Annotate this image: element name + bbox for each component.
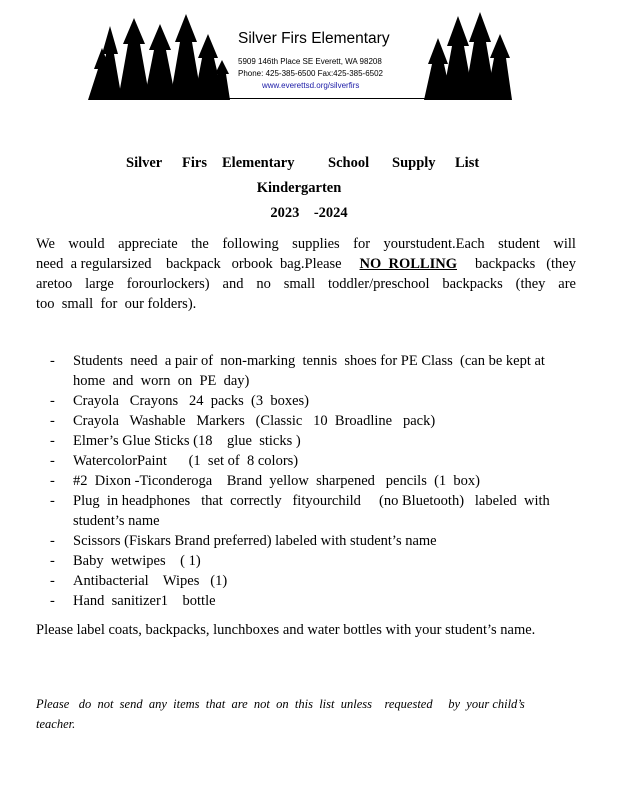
list-item: - Crayola Crayons 24 packs (3 boxes) — [50, 393, 309, 409]
grade-heading: Kindergarten — [256, 180, 342, 196]
list-item: - Crayola Washable Markers (Classic 10 Broadline pack) — [50, 413, 436, 429]
list-item: - Plug in headphones that correctly fityourchild (no Bluetooth) labeled with student’s name — [50, 493, 554, 529]
no-rolling-emphasis: NO ROLLING — [359, 256, 458, 272]
intro-line: need a regularsized backpack orbook bag.Please NO ROLLING backpacks (they — [36, 256, 576, 272]
school-website-link[interactable]: www.everettsd.org/silverfirs — [262, 81, 360, 90]
title-word: Supply — [392, 155, 436, 171]
intro-line: We would appreciate the following supplies for yourstudent.Each student will — [36, 236, 576, 252]
label-reminder: Please label coats, backpacks, lunchboxes and water bottles with your student’s name. — [36, 622, 536, 638]
intro-line: aretoo large forourlockers) and no small toddler/preschool backpacks (they are — [36, 276, 576, 292]
pine-trees-icon — [424, 12, 512, 100]
list-item: - Antibacterial Wipes (1) — [50, 573, 228, 589]
supply-list — [50, 351, 580, 611]
list-item: - Students need a pair of non-marking tennis shoes for PE Class (can be kept at home and worn on PE day) — [50, 353, 549, 389]
school-year: 2023 -2024 — [270, 205, 348, 221]
title-word: Elementary — [222, 155, 295, 171]
title-word: School — [328, 155, 370, 171]
pine-trees-icon — [88, 14, 230, 100]
list-item: - Baby wetwipes ( 1) — [50, 553, 201, 569]
school-address: 5909 146th Place SE Everett, WA 98208 — [238, 57, 382, 66]
list-item: - #2 Dixon -Ticonderoga Brand yellow sharpened pencils (1 box) — [50, 473, 480, 489]
title-word: List — [455, 155, 480, 171]
school-name: Silver Firs Elementary — [238, 30, 390, 47]
title-word: Firs — [182, 155, 207, 171]
closing-note: Please do not send any items that are not on this list unless requested by your child’s teacher. — [36, 697, 528, 731]
list-item: - Elmer’s Glue Sticks (18 glue sticks ) — [50, 433, 301, 449]
letterhead-divider — [100, 98, 508, 99]
intro-line: too small for our folders). — [36, 296, 197, 312]
list-item: - Scissors (Fiskars Brand preferred) labeled with student’s name — [50, 533, 437, 549]
intro-paragraph — [36, 234, 576, 314]
title-word: Silver — [126, 155, 163, 171]
list-item: - Hand sanitizer1 bottle — [50, 593, 216, 609]
list-item: - WatercolorPaint (1 set of 8 colors) — [50, 453, 299, 469]
school-phone-fax: Phone: 425-385-6500 Fax:425-385-6502 — [238, 69, 383, 78]
